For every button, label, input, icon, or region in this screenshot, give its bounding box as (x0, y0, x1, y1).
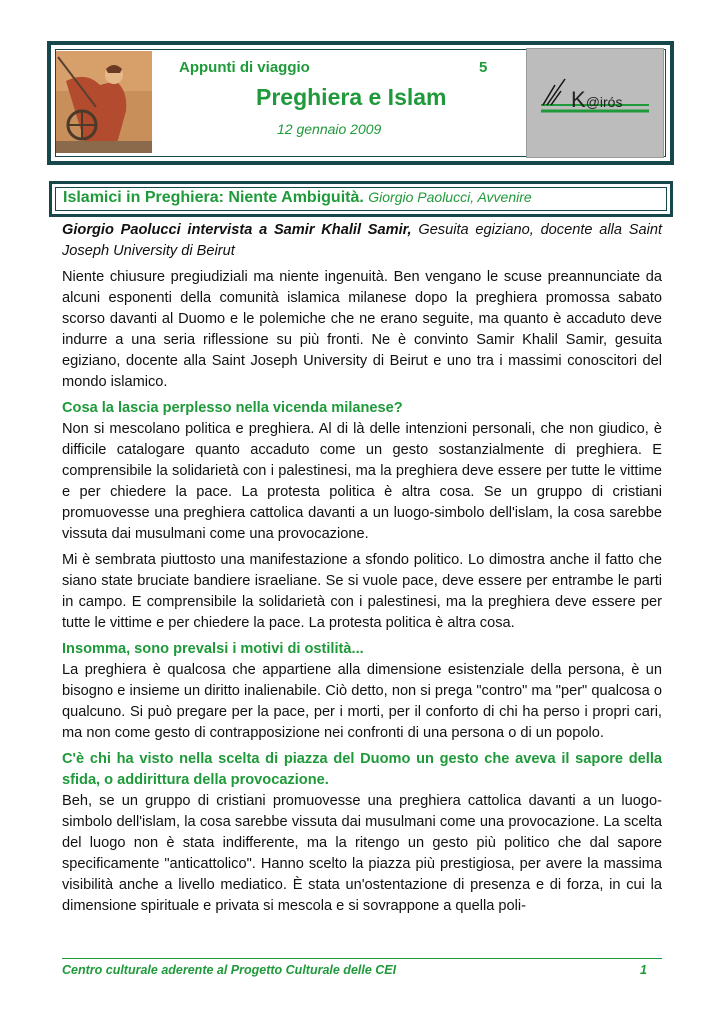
kairos-logo (526, 48, 664, 158)
painting-illustration (56, 51, 152, 153)
body-paragraph: Niente chiusure pregiudiziali ma niente ingenuità. Ben vengano le scuse preannunciate da alcuni esponenti della comunità islamica milanese dopo la preghiera promossa sabato scorso davanti al Duomo e le polemiche che ne erano seguite, ma quanto è accaduto deve indurre a una seria riflessione su più fronti. Ne è convinto Samir Khalil Samir, gesuita egiziano, docente alla Saint Joseph University di Beirut e uno tra i massimi conoscitori del mondo islamico. (62, 269, 662, 390)
logo-k: K (571, 87, 586, 112)
question-2: Insomma, sono prevalsi i motivi di ostilità... (62, 641, 364, 657)
article-title-box (49, 181, 673, 217)
answer-3: Beh, se un gruppo di cristiani promuovesse una preghiera cattolica davanti a un luogo-simbolo dell'islam, la cosa sarebbe vissuta dai musulmani come una provocazione. La scelta del luogo non è stata indifferente, ma la ritengo un gesto più politico che dal sapore specificamente "anticattolico". Hanno scelto la piazza più prestigiosa, per avere la massima visibilità anche a livello mediatico. È stata un'ostentazione di presenza e di forza, in cui la dimensione spirituale e privata si mescola e si sovrappone a quella poli- (62, 793, 662, 914)
intro-paragraph (62, 220, 662, 262)
logo-text (571, 87, 622, 113)
footer-page-number: 1 (640, 963, 647, 977)
logo-rest: @irós (585, 94, 623, 110)
header-title: Preghiera e Islam (256, 84, 447, 110)
footer-divider (62, 958, 662, 959)
header-painting-image (56, 51, 152, 153)
footer-text: Centro culturale aderente al Progetto Culturale delle CEI (62, 963, 397, 977)
question-1: Cosa la lascia perplesso nella vicenda milanese? (62, 400, 403, 416)
question-3: C'è chi ha visto nella scelta di piazza del Duomo un gesto che aveva il sapore della sfida, o addirittura della provocazione. (62, 751, 662, 788)
intro-lead: Giorgio Paolucci intervista a Samir Khalil Samir, (62, 222, 412, 238)
article-body (62, 220, 662, 917)
answer-1-continued: Mi è sembrata piuttosto una manifestazione a sfondo politico. Lo dimostra anche il fatto che siano state bruciate bandiere israeliane. Se si vuole pace, deve essere per entrambe le parti in campo. E comprensibile la solidarietà con i palestinesi, ma la preghiera deve essere per tutte le vittime e per chiedere la pace. La protesta politica è altra cosa. (62, 552, 662, 631)
answer-1: Non si mescolano politica e preghiera. Al di là delle intenzioni personali, che non giudico, è difficile catalogare quanto accaduto come un gesto sostanzialmente di preghiera. E comprensibile la solidarietà con i palestinesi, ma la preghiera deve essere per tutte le vittime e per chiedere la pace. La protesta politica è altra cosa. Se un gruppo di cristiani promuovesse una preghiera cattolica davanti a un luogo-simbolo dell'islam, la cosa sarebbe vissuta dai musulmani come una provocazione. (62, 421, 662, 542)
header-box (47, 41, 674, 165)
header-issue-number: 5 (479, 59, 488, 76)
header-date: 12 gennaio 2009 (277, 121, 382, 137)
article-title-line (63, 189, 532, 207)
article-author: Giorgio Paolucci, Avvenire (368, 189, 532, 205)
answer-2: La preghiera è qualcosa che appartiene alla dimensione esistenziale della persona, è un bisogno e insieme un diritto inalienabile. Ciò detto, non si prega "contro" ma "per" qualcosa o qualcuno. Si può pregare per la pace, per i morti, per il conforto di chi ha perso i propri cari, ma non come gesto di contrapposizione nei confronti di una persona o di un popolo. (62, 662, 662, 741)
header-series-label: Appunti di viaggio (179, 59, 310, 76)
intro-rest: Gesuita egiziano, docente alla Saint Joseph University di Beirut (62, 222, 662, 259)
article-title: Islamici in Preghiera: Niente Ambiguità. (63, 189, 364, 206)
